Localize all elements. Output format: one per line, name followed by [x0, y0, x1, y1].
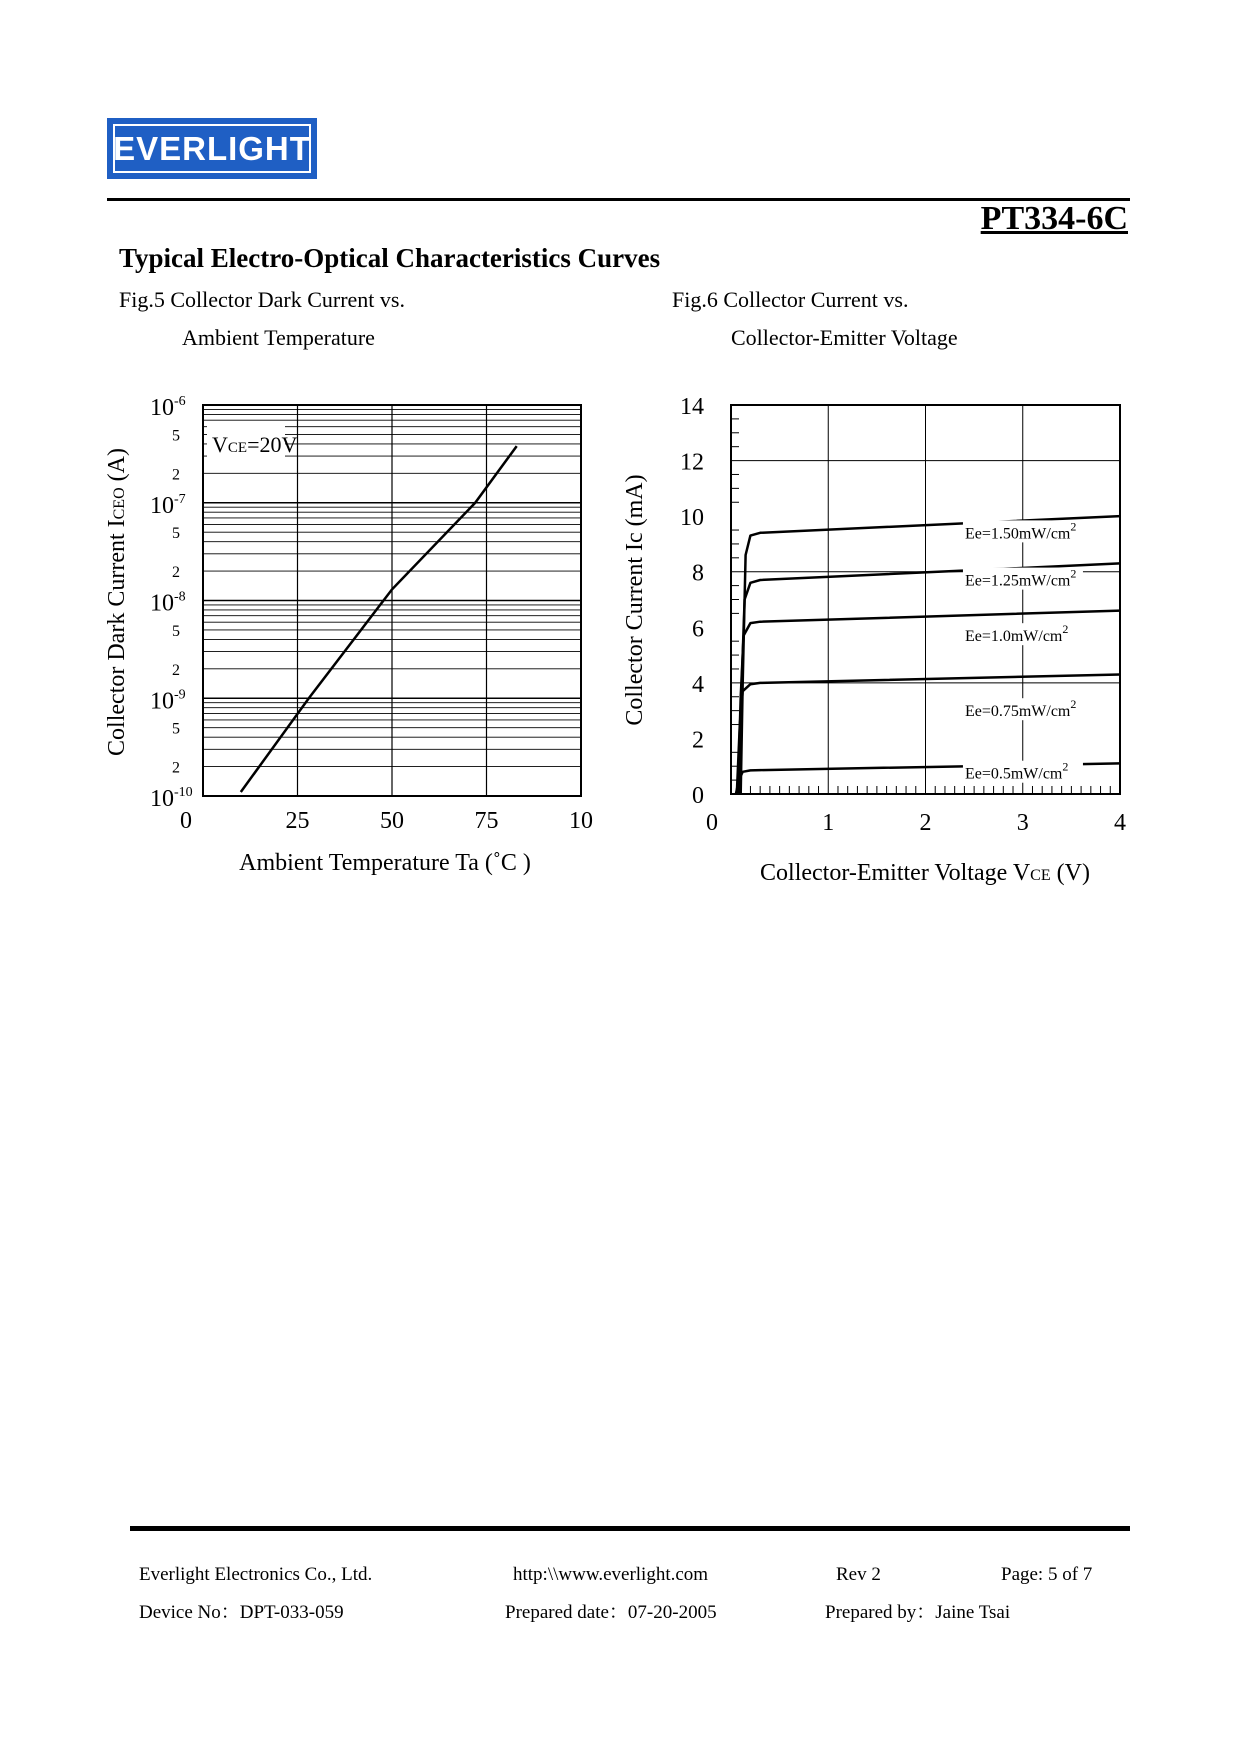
fig5-caption-line2: Ambient Temperature	[182, 325, 375, 350]
fig5-y-label-tail: (A)	[104, 448, 130, 488]
fig6-y-tick-label: 10	[680, 505, 704, 532]
fig5-y-minor-label: 2	[172, 564, 180, 582]
footer-prepared-date: Prepared date：07-20-2005	[505, 1602, 717, 1623]
fig5-y-tick-base: 10	[150, 688, 174, 715]
fig6-series-label-sup: 2	[1070, 697, 1077, 712]
fig6-y-axis-label: Collector Current Ic (mA)	[622, 474, 648, 726]
fig6-y-tick-label: 6	[692, 616, 704, 643]
fig6-x-label-tail: (V)	[1050, 860, 1090, 886]
fig6-y-tick-label: 8	[692, 560, 704, 587]
fig5-y-tick-exponent: -10	[174, 785, 193, 800]
fig6-x-tick-label: 0	[706, 810, 718, 836]
fig6-series-label-text: Ee=1.0mW/cm	[964, 628, 1063, 646]
fig6-series-line	[741, 516, 1120, 794]
logo-frame	[113, 124, 311, 173]
fig5-y-tick-label	[150, 394, 186, 421]
fig5-y-minor-label: 2	[172, 759, 180, 777]
fig5-annotation	[212, 432, 297, 457]
header-rule	[107, 198, 1130, 201]
fig5-y-tick-exponent: -6	[174, 394, 186, 409]
fig5-y-tick-exponent: -8	[174, 589, 186, 605]
footer-company: Everlight Electronics Co., Ltd.	[139, 1564, 373, 1585]
fig5-y-minor-label: 2	[172, 661, 180, 679]
footer-rule	[130, 1526, 1130, 1531]
fig6-x-tick-label: 4	[1114, 810, 1126, 836]
fig5-y-minor-label: 5	[172, 720, 180, 738]
fig6-series-label-sup: 2	[1062, 759, 1069, 774]
fig6-grid	[731, 405, 1120, 794]
footer-device-no: Device No：DPT-033-059	[139, 1602, 344, 1623]
fig5-x-axis-label: Ambient Temperature Ta (˚C )	[239, 850, 531, 876]
fig6-series-label-sup: 2	[1070, 519, 1077, 534]
footer-url[interactable]: http:\\www.everlight.com	[513, 1564, 709, 1585]
fig6-x-ticks	[706, 810, 1126, 836]
fig6-y-tick-label: 4	[692, 671, 704, 698]
fig5-x-tick-label: 0	[180, 808, 192, 834]
fig5-x-tick-label: 25	[285, 808, 310, 834]
fig5-annotation-main: V	[212, 432, 228, 457]
fig5-y-label-main: Collector Dark Current I	[104, 519, 130, 756]
fig5-x-tick-label: 75	[474, 808, 499, 834]
fig5-y-tick-label	[150, 687, 186, 714]
fig6-series-label-sup: 2	[1062, 622, 1069, 637]
fig6-caption-line2: Collector-Emitter Voltage	[731, 325, 958, 350]
fig5-caption-line1: Fig.5 Collector Dark Current vs.	[119, 287, 405, 312]
fig5-y-tick-exponent: -7	[174, 491, 186, 507]
fig6-y-tick-label: 2	[692, 727, 704, 754]
fig5-grid	[203, 405, 581, 796]
fig6-chart	[620, 370, 1140, 890]
fig5-y-tick-label	[150, 590, 186, 617]
fig5-y-minor-label: 5	[172, 427, 180, 445]
fig5-y-tick-base: 10	[150, 492, 174, 519]
fig6-y-tick-label: 12	[680, 449, 704, 476]
fig5-y-tick-label	[150, 492, 186, 519]
footer-rev: Rev 2	[836, 1564, 881, 1585]
fig5-x-ticks	[180, 808, 593, 834]
fig6-x-tick-label: 2	[919, 810, 932, 836]
fig5-y-minor-label: 2	[172, 466, 180, 484]
fig5-x-tick-label: 50	[380, 808, 404, 834]
fig5-annotation-sub: CE	[227, 440, 248, 456]
fig5-y-tick-base: 10	[150, 590, 174, 617]
fig6-series	[736, 516, 1120, 794]
logo-text: EVERLIGHT	[113, 129, 311, 167]
fig6-y-tick-label: 0	[692, 783, 704, 809]
fig5-y-ticks	[150, 394, 193, 812]
fig6-x-tick-label: 1	[822, 810, 835, 836]
fig6-y-ticks	[680, 394, 704, 809]
fig6-x-label-sub: CE	[1030, 867, 1051, 884]
part-number: PT334-6C	[980, 200, 1128, 237]
fig5-y-minor-label: 5	[172, 622, 180, 640]
fig6-series-label-text: Ee=0.75mW/cm	[964, 703, 1071, 721]
fig5-series-line	[241, 446, 517, 792]
fig6-x-label-main: Collector-Emitter Voltage V	[760, 860, 1031, 886]
fig6-caption-line1: Fig.6 Collector Current vs.	[672, 287, 909, 312]
fig5-y-tick-exponent: -9	[174, 687, 186, 703]
section-title: Typical Electro-Optical Characteristics Curves	[119, 243, 661, 273]
fig6-x-tick-label: 3	[1016, 810, 1029, 836]
fig5-chart	[95, 370, 615, 890]
fig5-y-minor-label: 5	[172, 525, 180, 543]
fig5-y-tick-base: 10	[150, 786, 174, 812]
fig5-annotation-tail: =20V	[247, 432, 298, 457]
fig6-series-label-sup: 2	[1070, 566, 1077, 581]
fig6-minor-ticks	[731, 419, 1110, 794]
fig5-y-tick-base: 10	[150, 395, 174, 421]
fig6-y-tick-label: 14	[680, 394, 704, 420]
fig5-y-label-sub: CEO	[111, 487, 128, 520]
fig6-series-label-text: Ee=1.25mW/cm	[964, 572, 1071, 590]
fig6-series-label-text: Ee=0.5mW/cm	[964, 765, 1063, 783]
everlight-logo	[107, 118, 317, 179]
footer-prepared-by: Prepared by：Jaine Tsai	[825, 1602, 1011, 1623]
fig6-x-axis-label	[760, 860, 1090, 886]
fig5-x-tick-label: 10	[569, 808, 593, 834]
fig5-y-axis-label	[104, 448, 130, 756]
footer-page: Page: 5 of 7	[1001, 1564, 1093, 1585]
fig6-series-label-text: Ee=1.50mW/cm	[964, 525, 1071, 543]
